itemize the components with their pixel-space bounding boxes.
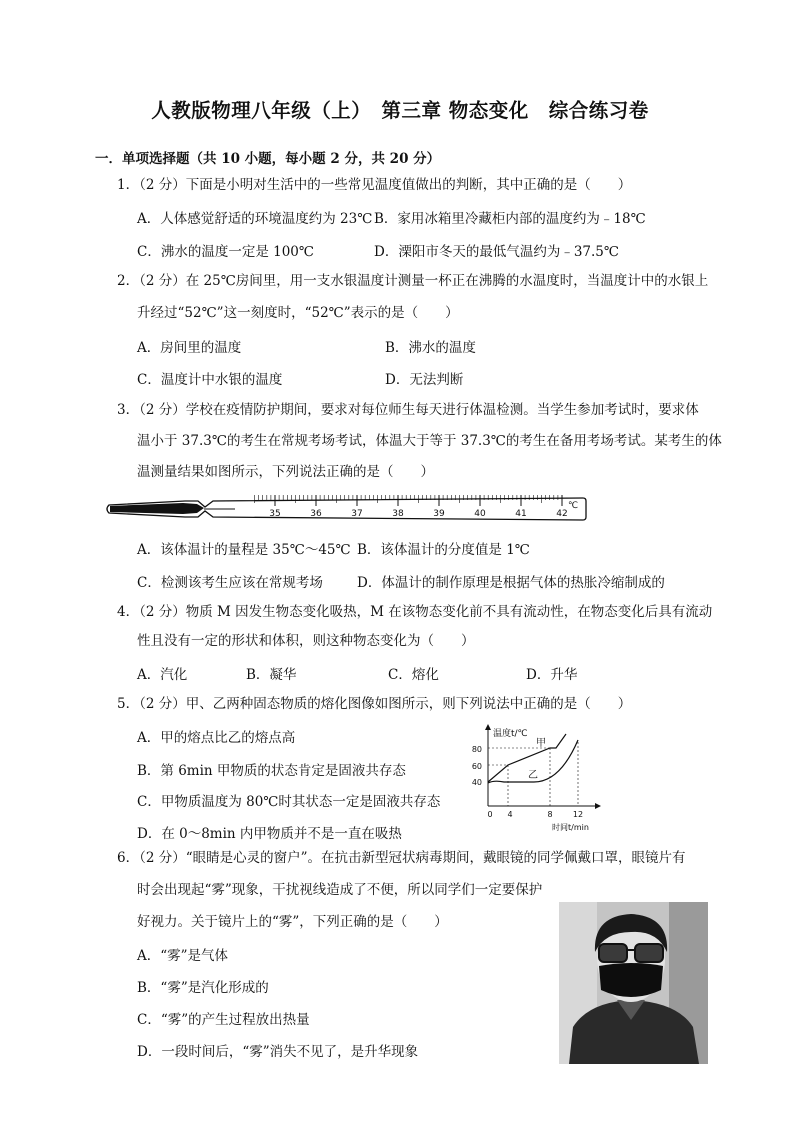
question-3-line-1: 3．（2 分）学校在疫情防护期间，要求对每位师生每天进行体温检测。当学生参加考试时，要求体	[117, 402, 699, 418]
thermometer-figure	[105, 491, 590, 527]
question-6-line-2: 时会出现起“雾”现象，干扰视线造成了不便，所以同学们一定要保护	[137, 882, 543, 898]
x-tick-0: 0	[487, 810, 493, 819]
thermometer-label: 35	[269, 509, 281, 519]
q2-option-a: A．房间里的温度	[137, 340, 242, 356]
thermometer-unit: ℃	[568, 501, 579, 511]
q5-option-a: A．甲的熔点比乙的熔点高	[137, 730, 296, 746]
q5-option-d: D．在 0～8min 内甲物质并不是一直在吸热	[137, 826, 402, 842]
question-2-line-1: 2．（2 分）在 25℃房间里，用一支水银温度计测量一杯正在沸腾的水温度时，当温度计中的水银上	[117, 273, 709, 289]
q6-option-a: A．“雾”是气体	[137, 948, 229, 964]
q4-option-a: A．汽化	[137, 667, 188, 683]
q1-option-c: C．沸水的温度一定是 100℃	[137, 244, 314, 260]
q1-option-b: B．家用冰箱里冷藏柜内部的温度约为﹣18℃	[374, 211, 646, 227]
x-axis-label: 时间t/min	[552, 823, 589, 832]
q1-option-d: D．溧阳市冬天的最低气温约为﹣37.5℃	[374, 244, 619, 260]
question-4-line-2: 性且没有一定的形状和体积，则这种物态变化为（ ）	[137, 633, 475, 649]
student-photo	[559, 902, 708, 1064]
q5-option-b: B．第 6min 甲物质的状态肯定是固液共存态	[137, 763, 406, 779]
section-heading: 一．单项选择题（共 10 小题，每小题 2 分，共 20 分）	[95, 151, 441, 167]
thermometer-label: 41	[515, 509, 527, 519]
q4-option-d: D．升华	[526, 667, 578, 683]
q4-option-b: B．凝华	[246, 667, 297, 683]
series-yi-label: 乙	[528, 770, 538, 781]
series-jia-label: 甲	[536, 738, 546, 749]
q5-option-c: C．甲物质温度为 80℃时其状态一定是固液共存态	[137, 794, 441, 810]
q1-option-a: A．人体感觉舒适的环境温度约为 23℃	[137, 211, 373, 227]
y-tick-40: 40	[471, 778, 482, 787]
thermometer-label: 42	[556, 509, 568, 519]
q3-option-d: D．体温计的制作原理是根据气体的热胀冷缩制成的	[357, 575, 665, 591]
question-6-line-3: 好视力。关于镜片上的“雾”，下列正确的是（ ）	[137, 914, 448, 930]
x-tick-12: 12	[572, 810, 584, 819]
thermometer-label: 36	[310, 509, 322, 519]
q2-option-b: B．沸水的温度	[385, 340, 476, 356]
question-2-line-2: 升经过“52℃”这一刻度时，“52℃”表示的是（ ）	[137, 305, 459, 321]
y-tick-80: 80	[471, 745, 482, 754]
q2-option-d: D．无法判断	[385, 372, 464, 388]
q4-option-c: C．熔化	[388, 667, 439, 683]
x-tick-4: 4	[507, 810, 513, 819]
question-5-line-1: 5．（2 分）甲、乙两种固态物质的熔化图像如图所示，则下列说法中正确的是（ ）	[117, 696, 632, 712]
q3-option-c: C．检测该考生应该在常规考场	[137, 575, 323, 591]
q2-option-c: C．温度计中水银的温度	[137, 372, 283, 388]
q6-option-d: D．一段时间后，“雾”消失不见了，是升华现象	[137, 1044, 419, 1060]
q6-option-c: C．“雾”的产生过程放出热量	[137, 1012, 310, 1028]
y-axis-label: 温度t/℃	[493, 729, 528, 739]
thermometer-label: 38	[392, 509, 404, 519]
question-6-line-1: 6．（2 分）“眼睛是心灵的窗户”。在抗击新型冠状病毒期间，戴眼镜的同学佩戴口罩，眼镜片有	[117, 850, 686, 866]
page-title: 人教版物理八年级（上） 第三章 物态变化 综合练习卷	[151, 99, 649, 122]
q3-option-a: A．该体温计的量程是 35℃～45℃	[137, 542, 351, 558]
question-3-line-3: 温测量结果如图所示，下列说法正确的是（ ）	[137, 464, 434, 480]
question-4-line-1: 4．（2 分）物质 M 因发生物态变化吸热，M 在该物态变化前不具有流动性，在物态变化后具有流动	[117, 604, 713, 620]
q6-option-b: B．“雾”是汽化形成的	[137, 980, 269, 996]
y-tick-60: 60	[471, 762, 482, 771]
thermometer-label: 39	[433, 509, 445, 519]
question-1-line-1: 1．（2 分）下面是小明对生活中的一些常见温度值做出的判断，其中正确的是（ ）	[117, 177, 632, 193]
x-tick-8: 8	[547, 810, 553, 819]
melting-graph	[471, 722, 604, 834]
thermometer-label: 37	[351, 509, 363, 519]
q3-option-b: B．该体温计的分度值是 1℃	[357, 542, 530, 558]
question-3-line-2: 温小于 37.3℃的考生在常规考场考试，体温大于等于 37.3℃的考生在备用考场考试。某考生的体	[137, 433, 722, 449]
thermometer-label: 40	[474, 509, 486, 519]
